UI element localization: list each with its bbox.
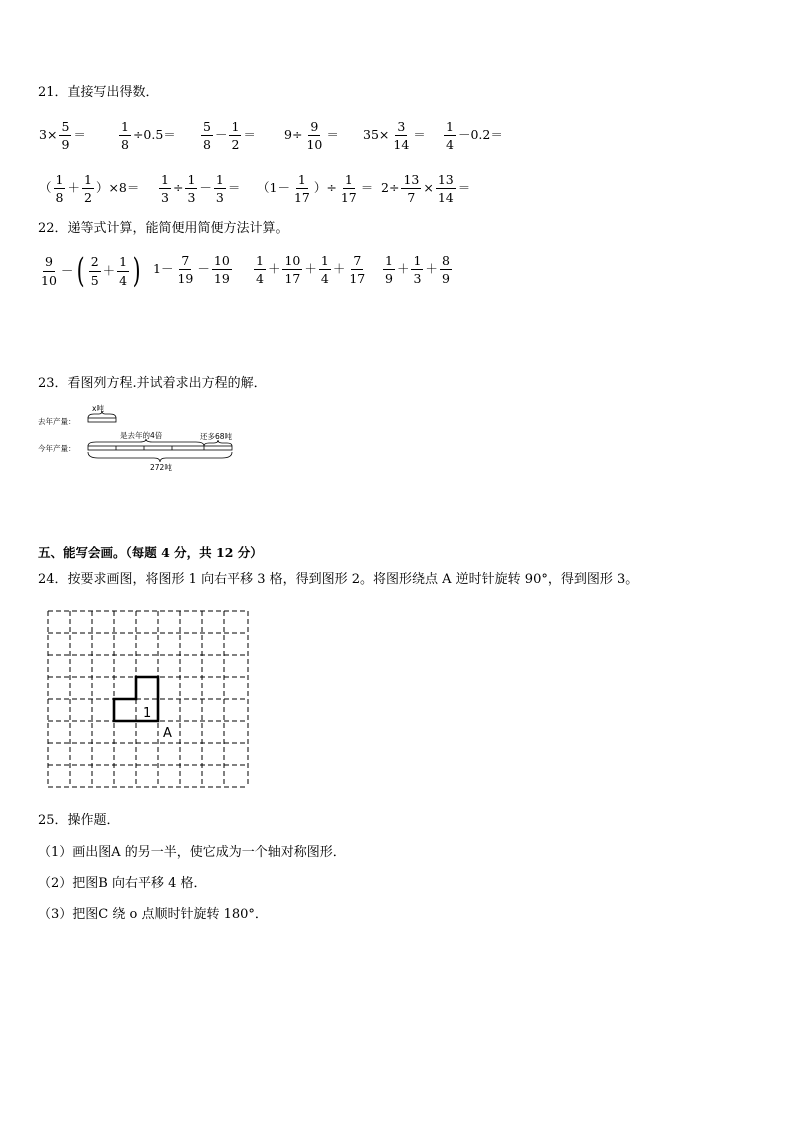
numerator: 5 [59, 120, 71, 136]
q21-expr-8 [158, 173, 241, 204]
q25-item-1: （1）画出图A 的另一半，使它成为一个轴对称图形． [38, 845, 346, 860]
denominator: 8 [203, 137, 211, 153]
fraction [282, 254, 302, 285]
token: － [214, 127, 228, 143]
q24-title: 24．按要求画图，将图形 1 向右平移 3 格，得到图形 2。将图形绕点 A 逆时针旋转 90°，得到图形 3。 [38, 572, 639, 587]
denominator: 14 [437, 190, 454, 206]
fraction [254, 254, 266, 285]
left-paren: ( [77, 251, 86, 291]
last-year-label: 去年产量： [38, 417, 76, 426]
fraction [59, 120, 71, 151]
token: ）×8＝ [95, 180, 140, 196]
token: ＋ [267, 261, 281, 277]
numerator: 3 [395, 120, 407, 136]
token: － [197, 261, 210, 277]
denominator: 9 [385, 271, 393, 287]
q21-expr-4 [283, 120, 340, 151]
numerator: 1 [185, 173, 197, 189]
q22-expr-3 [253, 254, 368, 285]
numerator: 1 [214, 173, 226, 189]
token: 1－ [153, 261, 174, 277]
line-segment-svg [36, 402, 246, 478]
fraction [401, 173, 421, 204]
fraction [117, 255, 129, 286]
denominator: 4 [119, 272, 128, 288]
denominator: 10 [41, 272, 57, 288]
denominator: 17 [284, 271, 301, 287]
numerator: 5 [201, 120, 213, 136]
numerator: 10 [212, 254, 232, 270]
token: ＝ [227, 180, 241, 196]
total-label: 272吨 [150, 463, 172, 472]
more-label: 还多68吨 [200, 432, 233, 441]
q22-expr-2 [152, 254, 233, 285]
q21-expr-5 [362, 120, 427, 151]
denominator: 19 [177, 271, 194, 287]
numerator: 1 [54, 173, 66, 189]
point-a-label: A [163, 726, 172, 741]
token: ＝ [413, 127, 426, 143]
token: － [199, 180, 212, 196]
token: ＝ [243, 127, 256, 143]
numerator: 1 [383, 254, 395, 270]
token: － [60, 262, 74, 278]
fraction [159, 173, 171, 204]
shape-1 [114, 677, 158, 721]
q21-expr-10 [380, 173, 471, 204]
fraction [292, 173, 312, 204]
numerator: 7 [179, 254, 191, 270]
token: 35× [363, 127, 390, 143]
dashed-grid [48, 611, 248, 787]
q21-expr-1 [38, 120, 87, 151]
line-segment-diagram [36, 402, 246, 478]
token: ÷ [172, 180, 184, 196]
section-5-title: 五、能写会画。（每题 4 分，共 12 分） [38, 545, 263, 560]
fraction [339, 173, 359, 204]
denominator: 17 [340, 190, 357, 206]
fraction [229, 120, 241, 151]
numerator: 1 [119, 120, 131, 136]
grid-figure [44, 608, 254, 794]
fraction [175, 254, 195, 285]
denominator: 4 [256, 271, 264, 287]
q21-title: 21．直接写出得数． [38, 85, 159, 100]
numerator: 1 [229, 120, 241, 136]
token: ＝ [326, 127, 339, 143]
fraction [440, 254, 452, 285]
numerator: 1 [82, 173, 94, 189]
token: 9÷ [284, 127, 303, 143]
numerator: 1 [319, 254, 331, 270]
numerator: 13 [401, 173, 421, 189]
token: ＋ [304, 261, 317, 277]
denominator: 4 [320, 271, 329, 287]
this-year-bar [88, 446, 232, 450]
denominator: 3 [187, 190, 196, 206]
times-brace [88, 439, 204, 446]
fraction [39, 255, 59, 286]
fraction [54, 173, 66, 204]
token: －0.2＝ [457, 127, 503, 143]
q25-item-2: （2）把图B 向右平移 4 格． [38, 876, 207, 891]
q25-item-3: （3）把图C 绕 o 点顺时针旋转 180°． [38, 907, 268, 922]
token: ÷0.5＝ [132, 127, 176, 143]
q21-expr-9 [256, 173, 374, 204]
numerator: 2 [89, 255, 101, 271]
numerator: 9 [308, 120, 320, 136]
denominator: 8 [55, 190, 64, 206]
fraction [347, 254, 367, 285]
q22-expr-1 [38, 251, 143, 291]
q21-expr-2 [118, 120, 177, 151]
token: ＋ [67, 180, 80, 196]
token: ）÷ [313, 180, 337, 196]
denominator: 2 [231, 137, 240, 153]
numerator: 13 [436, 173, 456, 189]
token: ＋ [332, 261, 346, 277]
q22-expr-4 [382, 254, 453, 285]
fraction [201, 120, 213, 151]
token: ＝ [73, 127, 86, 143]
numerator: 10 [282, 254, 302, 270]
denominator: 3 [161, 190, 169, 206]
numerator: 7 [351, 254, 363, 270]
grid-svg [44, 608, 254, 794]
fraction [319, 254, 331, 285]
numerator: 1 [117, 255, 129, 271]
this-year-label: 今年产量： [38, 444, 76, 453]
numerator: 1 [343, 173, 355, 189]
q23-title: 23．看图列方程.并试着求出方程的解． [38, 376, 267, 391]
denominator: 7 [407, 190, 416, 206]
x-tons-label: x吨 [92, 404, 104, 413]
right-paren: ) [132, 251, 141, 291]
denominator: 9 [61, 137, 70, 153]
token: （1－ [257, 180, 290, 196]
numerator: 1 [411, 254, 423, 270]
denominator: 2 [83, 190, 92, 206]
token: 3× [39, 127, 58, 143]
q21-expr-6 [443, 120, 504, 151]
fraction [119, 120, 131, 151]
fraction [214, 173, 226, 204]
q21-expr-7 [38, 173, 140, 204]
fraction [185, 173, 197, 204]
fraction [383, 254, 395, 285]
denominator: 4 [446, 137, 454, 153]
last-year-bar [88, 418, 116, 422]
fraction [89, 255, 101, 286]
fraction [212, 254, 232, 285]
denominator: 19 [213, 271, 230, 287]
fraction [444, 120, 456, 151]
token: ＋ [425, 261, 438, 277]
fraction [411, 254, 423, 285]
total-brace [88, 452, 232, 462]
token: （ [39, 180, 52, 196]
fraction [304, 120, 324, 151]
denominator: 5 [90, 272, 99, 288]
numerator: 8 [440, 254, 452, 270]
token: ＝ [360, 180, 374, 196]
times-label: 是去年的4倍 [120, 431, 163, 440]
denominator: 10 [306, 137, 323, 153]
shape-1-label: 1 [143, 706, 152, 721]
denominator: 9 [441, 271, 450, 287]
denominator: 14 [393, 137, 410, 153]
fraction [436, 173, 456, 204]
fraction [82, 173, 94, 204]
token: ＋ [102, 262, 116, 278]
q25-title: 25．操作题． [38, 813, 120, 828]
denominator: 17 [349, 271, 366, 287]
fraction [391, 120, 411, 151]
numerator: 1 [159, 173, 171, 189]
numerator: 1 [254, 254, 266, 270]
token: × [423, 180, 434, 196]
numerator: 1 [444, 120, 456, 136]
numerator: 9 [43, 255, 55, 271]
denominator: 17 [293, 190, 310, 206]
numerator: 1 [296, 173, 308, 189]
denominator: 3 [215, 190, 224, 206]
denominator: 3 [413, 271, 422, 287]
q21-expr-3 [200, 120, 257, 151]
token: ＝ [457, 180, 471, 196]
token: ＋ [396, 261, 410, 277]
q22-title: 22．递等式计算，能简便用简便方法计算。 [38, 221, 289, 236]
token: 2÷ [381, 180, 400, 196]
denominator: 8 [121, 137, 129, 153]
